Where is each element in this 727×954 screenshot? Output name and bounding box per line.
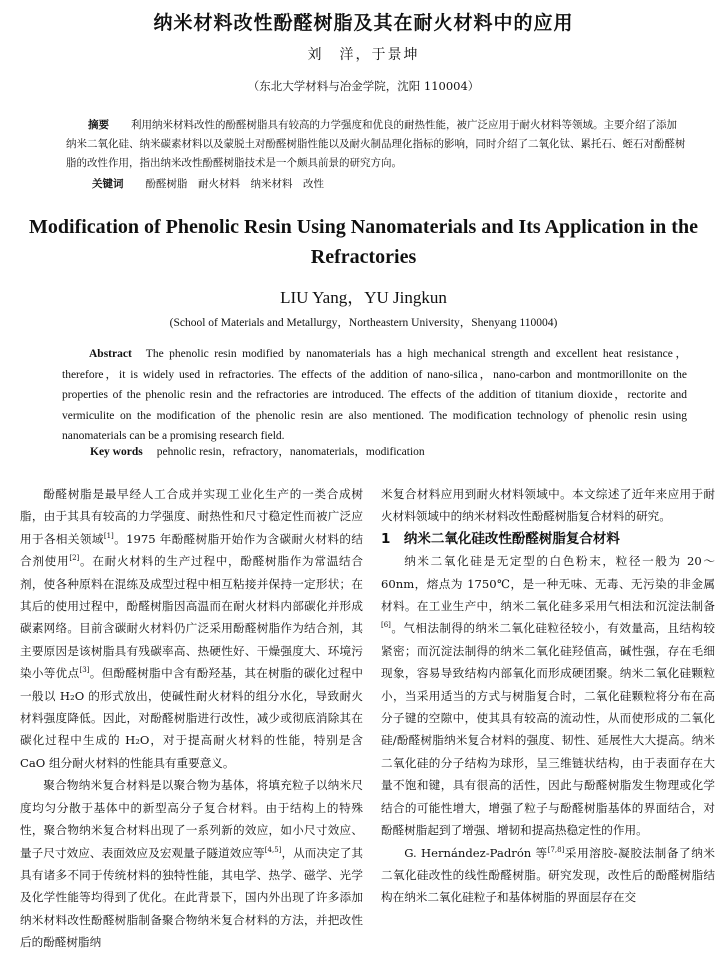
body-left-column (20, 483, 363, 954)
chinese-keywords-text: 酚醛树脂 耐火材料 纳米材料 改性 (145, 178, 324, 190)
citation: [4,5] (264, 845, 282, 854)
english-keywords (90, 443, 425, 459)
body-text: 。但酚醛树脂中含有酚羟基，其在树脂的碳化过程中一般以 H₂O 的形式放出，使碱性耐火材料的组分水化，导致耐火材料强度降低。因此，对酚醛树脂进行改性，减少或彻底消除其在碳化过程中生成的 H₂O，对于提高耐火材料的性能，特别是含 CaO 组分耐火材料的性能具有重要意义。 (20, 666, 363, 770)
body-paragraph (20, 483, 363, 774)
citation: [7,8] (547, 845, 565, 854)
english-abstract-label: Abstract (89, 348, 132, 360)
chinese-abstract-label: 摘要 (88, 119, 109, 131)
body-text: 。1975 年酚醛树脂开始作为含碳耐火材料的结合剂使用 (20, 531, 363, 569)
body-text: 。在耐火材料的生产过程中，酚醛树脂作为常温结合剂，使各种原料在混练及成型过程中相互粘接并保持一定形状；在其后的使用过程中，酚醛树脂因高温而在耐火材料内部碳化并形成碳素网络。目前含碳耐火材料仍广泛采用酚醛树脂作为结合剂，其主要原因是该树脂具有残碳率高、热硬性好、干燥强度大、环境污染小等优点 (20, 554, 363, 681)
chinese-authors: 刘 洋，于景坤 (307, 47, 420, 63)
chinese-abstract (66, 116, 686, 173)
body-text: ，从而决定了其具有诸多不同于传统材料的独特性能，其电学、热学、磁学、光学及化学性能等均得到了优化。在此背景下，国内外出现了许多添加纳米材料改性酚醛树脂制备聚合物纳米复合材料的方法，并把改性后的酚醛树脂纳 (20, 845, 363, 950)
english-keywords-text: pehnolic resin，refractory，nanomaterials，modification (156, 446, 425, 458)
chinese-affiliation: （东北大学材料与冶金学院，沈阳 110004） (247, 79, 480, 93)
body-paragraph (381, 842, 715, 909)
english-abstract (62, 344, 687, 447)
body-right-column (381, 483, 715, 909)
body-text: 聚合物纳米复合材料是以聚合物为基体，将填充粒子以纳米尺度均匀分散于基体中的新型高分子复合材料。由于结构上的特殊性，聚合物纳米复合材料出现了一系列新的效应，如小尺寸效应、量子尺寸效应、表面效应及宏观量子隧道效应等 (20, 778, 363, 860)
citation: [3] (79, 666, 90, 675)
body-text: 纳米二氧化硅是无定型的白色粉末，粒径一般为 20～60nm，熔点为 1750℃，是一种无味、无毒、无污染的非金属材料。在工业生产中，纳米二氧化硅多采用气相法和沉淀法制备 (381, 554, 715, 614)
chinese-title: 纳米材料改性酚醛树脂及其在耐火材料中的应用 (153, 12, 574, 34)
body-text: 采用溶胶-凝胶法制备了纳米二氧化硅改性的线性酚醛树脂。研究发现，改性后的酚醛树脂结构在纳米二氧化硅粒子和基体树脂的界面层存在交 (381, 845, 715, 905)
chinese-keywords (92, 176, 324, 191)
english-affiliation: (School of Materials and Metallurgy，Northeastern University，Shenyang 110004) (169, 317, 558, 329)
citation: [2] (69, 554, 80, 563)
section-heading: 1 纳米二氧化硅改性酚醛树脂复合材料 (381, 530, 620, 547)
body-paragraph (20, 774, 363, 953)
body-paragraph: 米复合材料应用到耐火材料领域中。本文综述了近年来应用于耐火材料领域中的纳米材料改性酚醛树脂复合材料的研究。 (381, 487, 715, 524)
chinese-abstract-text: 利用纳米材料改性的酚醛树脂具有较高的力学强度和优良的耐热性能，被广泛应用于耐火材料等领域。主要介绍了添加纳米二氧化硅、纳米碳素材料以及蒙脱土对酚醛树脂性能以及耐火制品理化指标的影响，同时介绍了二氧化钛、累托石、蛭石对酚醛树脂的改性作用，指出纳米改性酚醛树脂技术是一个颇具前景的研究方向。 (66, 119, 686, 169)
english-abstract-text: The phenolic resin modified by nanomaterials has a high mechanical strength and excellent heat resistance，therefore，it is widely used in refractories. The effects of the addition of nano-silica，nano-carbon and montmorillonite on the properties of the phenolic resin and the refractories are introduced. The effects of the addition of titanium dioxide，rectorite and vermiculite on the modification of the phenolic resin are also mentioned. The modification technology of phenolic resin using nanomaterials can be a promising research field. (62, 348, 687, 442)
english-title: Modification of Phenolic Resin Using Nanomaterials and Its Application in the Refractories (29, 216, 698, 268)
citation: [6] (381, 621, 391, 630)
english-authors: LIU Yang，YU Jingkun (280, 288, 447, 307)
body-text: 。气相法制得的纳米二氧化硅粒径较小，有效量高，且结构较紧密；而沉淀法制得的纳米二氧化硅羟值高，碱性强，存在毛细现象，容易导致结构内部氧化而形成硬团聚。纳米二氧化硅颗粒小，当采用适当的方式与树脂复合时，二氧化硅颗粒将分布在高分子键的空隙中，使其具有较高的流动性，从而使形成的二氧化硅/酚醛树脂纳米复合材料的强度、韧性、延展性大大提高。纳米二氧化硅的分子结构为球形，呈三维链状结构，由于表面存在大量不饱和键，具有很高的活性，因此与酚醛树脂发生物理或化学结合的可能性增大，增强了粒子与酚醛树脂基体的界面结合，对酚醛树脂起到了增强、增韧和提高热稳定性的作用。 (381, 621, 715, 838)
body-text: 酚醛树脂是最早经人工合成并实现工业化生产的一类合成树脂，由于其具有较高的力学强度、耐热性和尺寸稳定性而被广泛应用于各相关领域 (20, 487, 363, 546)
chinese-keywords-label: 关键词 (92, 178, 124, 190)
body-text: G. Hernández-Padrón 等 (404, 845, 548, 860)
body-paragraph (381, 550, 715, 841)
citation: [1] (103, 531, 114, 540)
english-keywords-label: Key words (90, 446, 143, 458)
